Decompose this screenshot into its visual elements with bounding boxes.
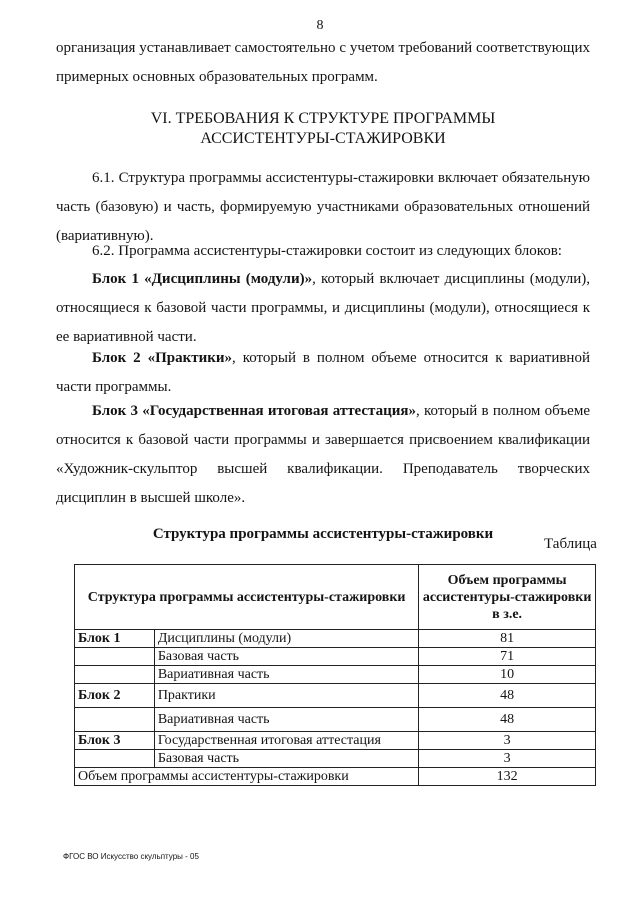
table-title: Структура программы ассистентуры-стажировки: [152, 526, 494, 542]
header-structure: Структура программы ассистентуры-стажировки: [75, 565, 419, 630]
name-cell: Дисциплины (модули): [154, 630, 418, 648]
table-row: [75, 732, 596, 750]
section-heading: [56, 109, 590, 149]
paragraph-6-1: 6.1. Структура программы ассистентуры-стажировки включает обязательную часть (базовую) и часть, формируемую участниками образовательных отношений (вариативную).: [56, 170, 590, 244]
paragraph-6-2: 6.2. Программа ассистентуры-стажировки состоит из следующих блоков:: [92, 243, 562, 259]
table-label: Таблица: [544, 536, 597, 552]
block3-title: Блок 3 «Государственная итоговая аттестация»: [92, 403, 417, 419]
block1-text: , который включает дисциплины (модули), относящиеся к базовой части программы, и дисциплины (модули), относящиеся к ее вариативной части.: [56, 271, 591, 345]
table-row: [75, 708, 596, 732]
name-cell: Вариативная часть: [154, 666, 418, 684]
header-unit: в з.е.: [492, 606, 523, 622]
block-cell: [75, 666, 155, 684]
page-footer: ФГОС ВО Искусство скульптуры - 05: [63, 852, 199, 861]
value-cell: 81: [419, 630, 596, 648]
name-cell: Вариативная часть: [154, 708, 418, 732]
value-cell: 10: [419, 666, 596, 684]
table-row: [75, 666, 596, 684]
value-cell: 48: [419, 708, 596, 732]
header-volume-text: Объем программы ассистентуры-стажировки: [422, 572, 592, 605]
block2-title: Блок 2 «Практики»: [92, 350, 233, 366]
block3-paragraph: [56, 397, 590, 513]
block2-text: , который в полном объеме относится к вариативной части программы.: [56, 350, 590, 395]
block1-paragraph: [56, 265, 590, 352]
block-cell: [75, 750, 155, 768]
block-cell: [75, 708, 155, 732]
block-cell: Блок 3: [75, 732, 155, 750]
block-cell: [75, 648, 155, 666]
total-value-cell: 132: [419, 768, 596, 786]
section-heading-line2: АССИСТЕНТУРЫ-СТАЖИРОВКИ: [200, 130, 446, 147]
intro-paragraph: организация устанавливает самостоятельно с учетом требований соответствующих примерных основных образовательных программ.: [56, 40, 590, 85]
page-number: 8: [316, 18, 324, 33]
value-cell: 48: [419, 684, 596, 708]
value-cell: 3: [419, 750, 596, 768]
block2-paragraph: [56, 344, 590, 402]
table-row: [75, 630, 596, 648]
table-row: [75, 648, 596, 666]
block3-text: , который в полном объеме относится к базовой части программы и завершается присвоением квалификации «Художник-скульптор высшей квалификации. Преподаватель творческих дисциплин в высшей школе».: [56, 403, 590, 506]
value-cell: 3: [419, 732, 596, 750]
block-cell: Блок 1: [75, 630, 155, 648]
table-total-row: [75, 768, 596, 786]
value-cell: 71: [419, 648, 596, 666]
table-header-row: [75, 565, 596, 630]
header-volume: [419, 565, 596, 630]
name-cell: Базовая часть: [154, 648, 418, 666]
section-heading-line1: VI. ТРЕБОВАНИЯ К СТРУКТУРЕ ПРОГРАММЫ: [150, 110, 496, 127]
name-cell: Государственная итоговая аттестация: [154, 732, 418, 750]
block1-title: Блок 1 «Дисциплины (модули)»: [92, 271, 313, 287]
name-cell: Практики: [154, 684, 418, 708]
table-row: [75, 684, 596, 708]
structure-table: [74, 564, 596, 786]
table-row: [75, 750, 596, 768]
name-cell: Базовая часть: [154, 750, 418, 768]
total-label-cell: Объем программы ассистентуры-стажировки: [75, 768, 419, 786]
block-cell: Блок 2: [75, 684, 155, 708]
